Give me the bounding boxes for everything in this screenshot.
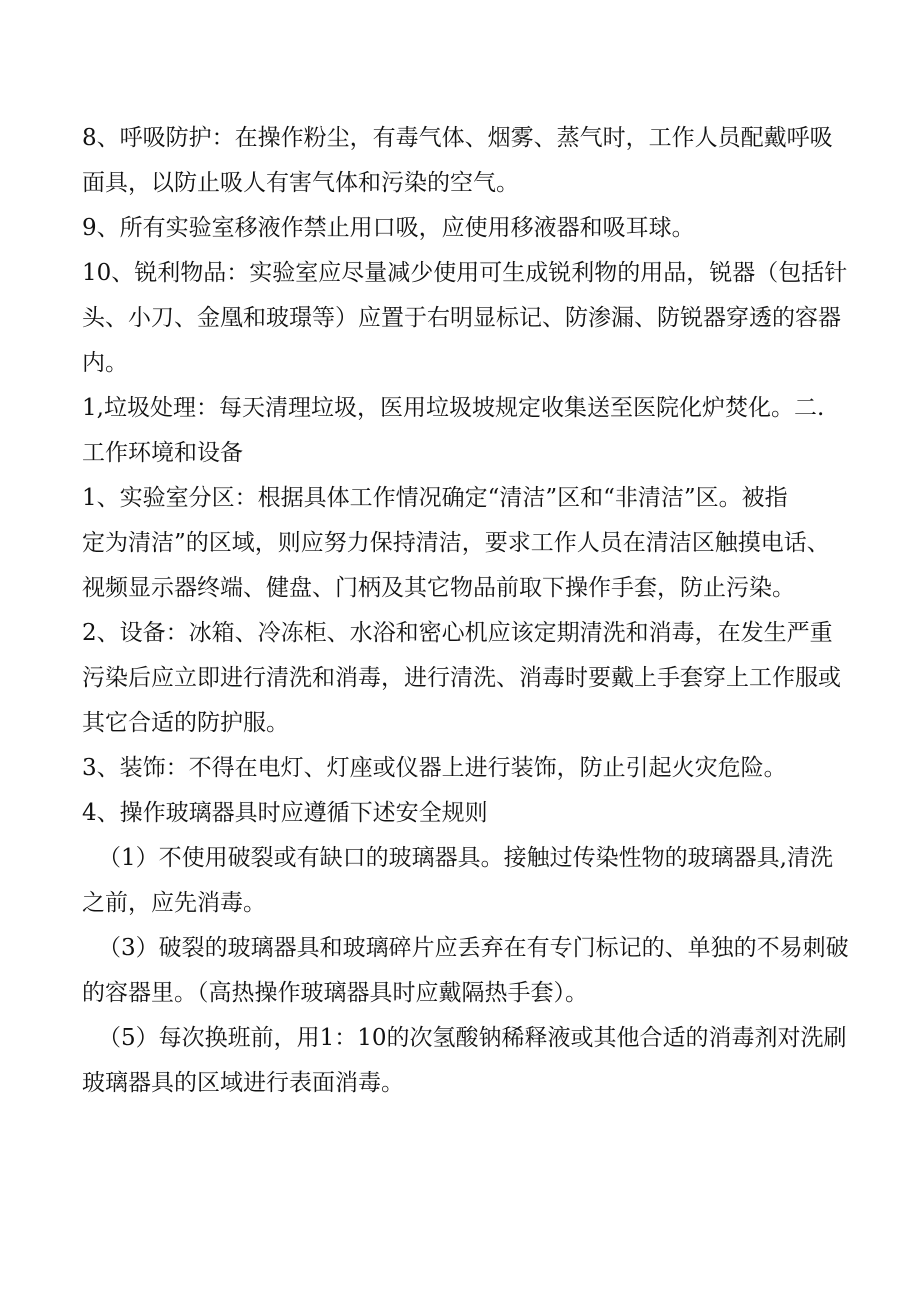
paragraph-decoration (82, 746, 842, 791)
text-line: 1,垃圾处理：每天清理垃圾，医用垃圾坡规定收集送至医院化炉焚化。二. (82, 395, 825, 421)
paragraph-waste-disposal (82, 386, 842, 476)
text-line: 面具，以防止吸人有害气体和污染的空气。 (82, 170, 519, 196)
text-line: 的容器里。（高热操作玻璃器具时应戴隔热手套）。 (82, 980, 588, 1006)
text-line: 10、锐利物品：实验室应尽量减少使用可生成锐利物的用品，锐器（包括针 (82, 260, 848, 286)
text-line: 9、所有实验室移液作禁止用口吸，应使用移液器和吸耳球。 (82, 215, 695, 241)
text-line: 8、呼吸防护：在操作粉尘，有毒气体、烟雾、蒸气时，工作人员配戴呼吸 (82, 125, 833, 151)
text-line: （5）每次换班前，用1：10的次氢酸钠稀释液或其他合适的消毒剂对洗刷 (98, 1025, 847, 1051)
text-line: 其它合适的防护服。 (82, 710, 289, 736)
paragraph-sharps (82, 251, 848, 386)
text-line: （1）不使用破裂或有缺口的玻璃器具。接触过传染性物的玻璃器具,清洗 (98, 845, 833, 871)
text-line: （3）破裂的玻璃器具和玻璃碎片应丢弃在有专门标记的、单独的不易刺破 (98, 935, 849, 961)
paragraph-lab-zoning (82, 476, 842, 611)
text-line: 定为清洁”的区域，则应努力保持清洁，要求工作人员在清洁区触摸电话、 (82, 530, 830, 556)
paragraph-glassware-rules (82, 791, 842, 836)
text-line: 2、设备：冰箱、冷冻柜、水浴和密心机应该定期清洗和消毒，在发生严重 (82, 620, 833, 646)
text-line: 玻璃器具的区域进行表面消毒。 (82, 1070, 404, 1096)
text-line: 1、实验室分区：根据具体工作情况确定“清洁”区和“非清洁”区。被指 (82, 485, 788, 511)
paragraph-respiratory-protection (82, 116, 842, 206)
paragraph-equipment (82, 611, 842, 746)
text-line: 内。 (82, 350, 128, 376)
paragraph-glassware-rule-1 (82, 836, 842, 926)
document-body (82, 116, 849, 1106)
text-line: 3、装饰：不得在电灯、灯座或仪器上进行装饰，防止引起火灾危险。 (82, 755, 787, 781)
text-line: 4、操作玻璃器具时应遵循下述安全规则 (82, 800, 488, 826)
paragraph-glassware-rule-5 (82, 1016, 847, 1106)
paragraph-glassware-rule-3 (82, 926, 849, 1016)
text-line: 污染后应立即进行清洗和消毒，进行清洗、消毒时要戴上手套穿上工作服或 (82, 665, 841, 691)
text-line: 之前，应先消毒。 (82, 890, 266, 916)
text-line: 头、小刀、金凰和玻璟等）应置于右明显标记、防渗漏、防锐器穿透的容器 (82, 305, 841, 331)
paragraph-pipetting (82, 206, 842, 251)
section-heading: 工作环境和设备 (82, 440, 243, 466)
text-line: 视频显示器终端、健盘、门柄及其它物品前取下操作手套，防止污染。 (82, 575, 795, 601)
